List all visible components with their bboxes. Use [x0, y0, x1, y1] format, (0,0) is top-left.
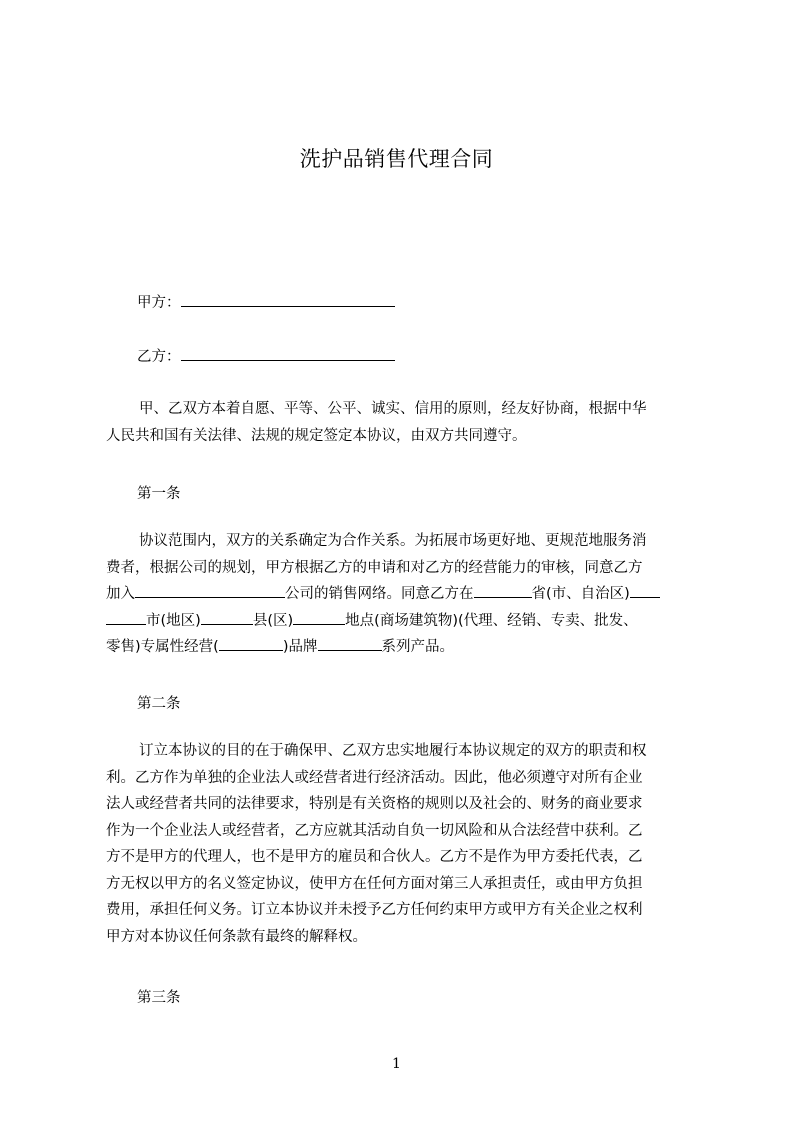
text-fragment: 县(区): [252, 612, 294, 629]
article-2-body: [106, 738, 700, 950]
text-fragment: 零售)专属性经营(: [106, 639, 219, 655]
text-fragment: 市(地区): [146, 612, 201, 629]
party-b-blank: [181, 345, 395, 361]
text-line: 人民共和国有关法律、法规的规定签定本协议，由双方共同遵守。: [106, 427, 527, 444]
business-blank: [219, 635, 283, 651]
party-a-line: [137, 291, 395, 312]
party-a-label: 甲方：: [137, 295, 181, 311]
party-b-label: 乙方：: [137, 349, 181, 365]
text-line: 订立本协议的目的在于确保甲、乙双方忠实地履行本协议规定的双方的职责和权: [139, 743, 647, 759]
text-line: [106, 608, 700, 635]
document-title: 洗护品销售代理合同: [299, 147, 494, 171]
article-3-heading: 第三条: [137, 990, 181, 1006]
party-a-blank: [181, 291, 395, 307]
text-fragment: 加入: [106, 586, 135, 602]
text-line: [106, 634, 700, 661]
text-line: 甲方对本协议任何条款有最终的解释权。: [106, 928, 367, 945]
county-blank: [201, 609, 253, 625]
text-fragment: 公司的销售网络。同意乙方在: [285, 586, 474, 602]
text-fragment: )品牌: [282, 639, 318, 655]
intro-paragraph: [106, 396, 700, 449]
text-line: 方不是甲方的代理人，也不是甲方的雇员和合伙人。乙方不是作为甲方委托代表，乙: [106, 849, 643, 865]
brand-blank: [318, 635, 382, 651]
text-fragment: 系列产品。: [381, 639, 454, 655]
text-fragment: 省(市、自治区): [531, 586, 630, 602]
party-b-line: [137, 345, 395, 366]
article-1-body: [106, 528, 700, 661]
text-fragment: 地点(商场建筑物)(代理、经销、专卖、批发、: [345, 612, 638, 629]
article-1-heading: 第一条: [137, 486, 181, 502]
location-blank: [293, 609, 345, 625]
text-line: 方无权以甲方的名义签定协议，使甲方在任何方面对第三人承担责任，或由甲方负担: [106, 875, 643, 892]
text-line: 作为一个企业法人或经营者，乙方应就其活动自负一切风险和从合法经营中获利。乙: [106, 822, 643, 839]
text-line: [106, 581, 700, 608]
text-line: 协议范围内，双方的关系确定为合作关系。为拓展市场更好地、更规范地服务消: [139, 533, 647, 549]
article-2-heading: 第二条: [137, 696, 181, 712]
text-line: 法人或经营者共同的法律要求，特别是有关资格的规则以及社会的、财务的商业要求: [106, 796, 643, 812]
text-line: 利。乙方作为单独的企业法人或经营者进行经济活动。因此，他必须遵守对所有企业: [106, 769, 643, 786]
page-number: 1: [392, 1056, 401, 1072]
province-blank: [474, 582, 532, 598]
text-line: 费用，承担任何义务。订立本协议并未授予乙方任何约束甲方或甲方有关企业之权利: [106, 902, 643, 918]
text-line: 甲、乙双方本着自愿、平等、公平、诚实、信用的原则，经友好协商，根据中华: [139, 401, 647, 417]
text-line: 费者，根据公司的规划，甲方根据乙方的申请和对乙方的经营能力的审核，同意乙方: [106, 559, 643, 576]
city-blank-end: [106, 609, 146, 625]
city-blank-start: [630, 582, 660, 598]
company-blank: [135, 582, 285, 598]
